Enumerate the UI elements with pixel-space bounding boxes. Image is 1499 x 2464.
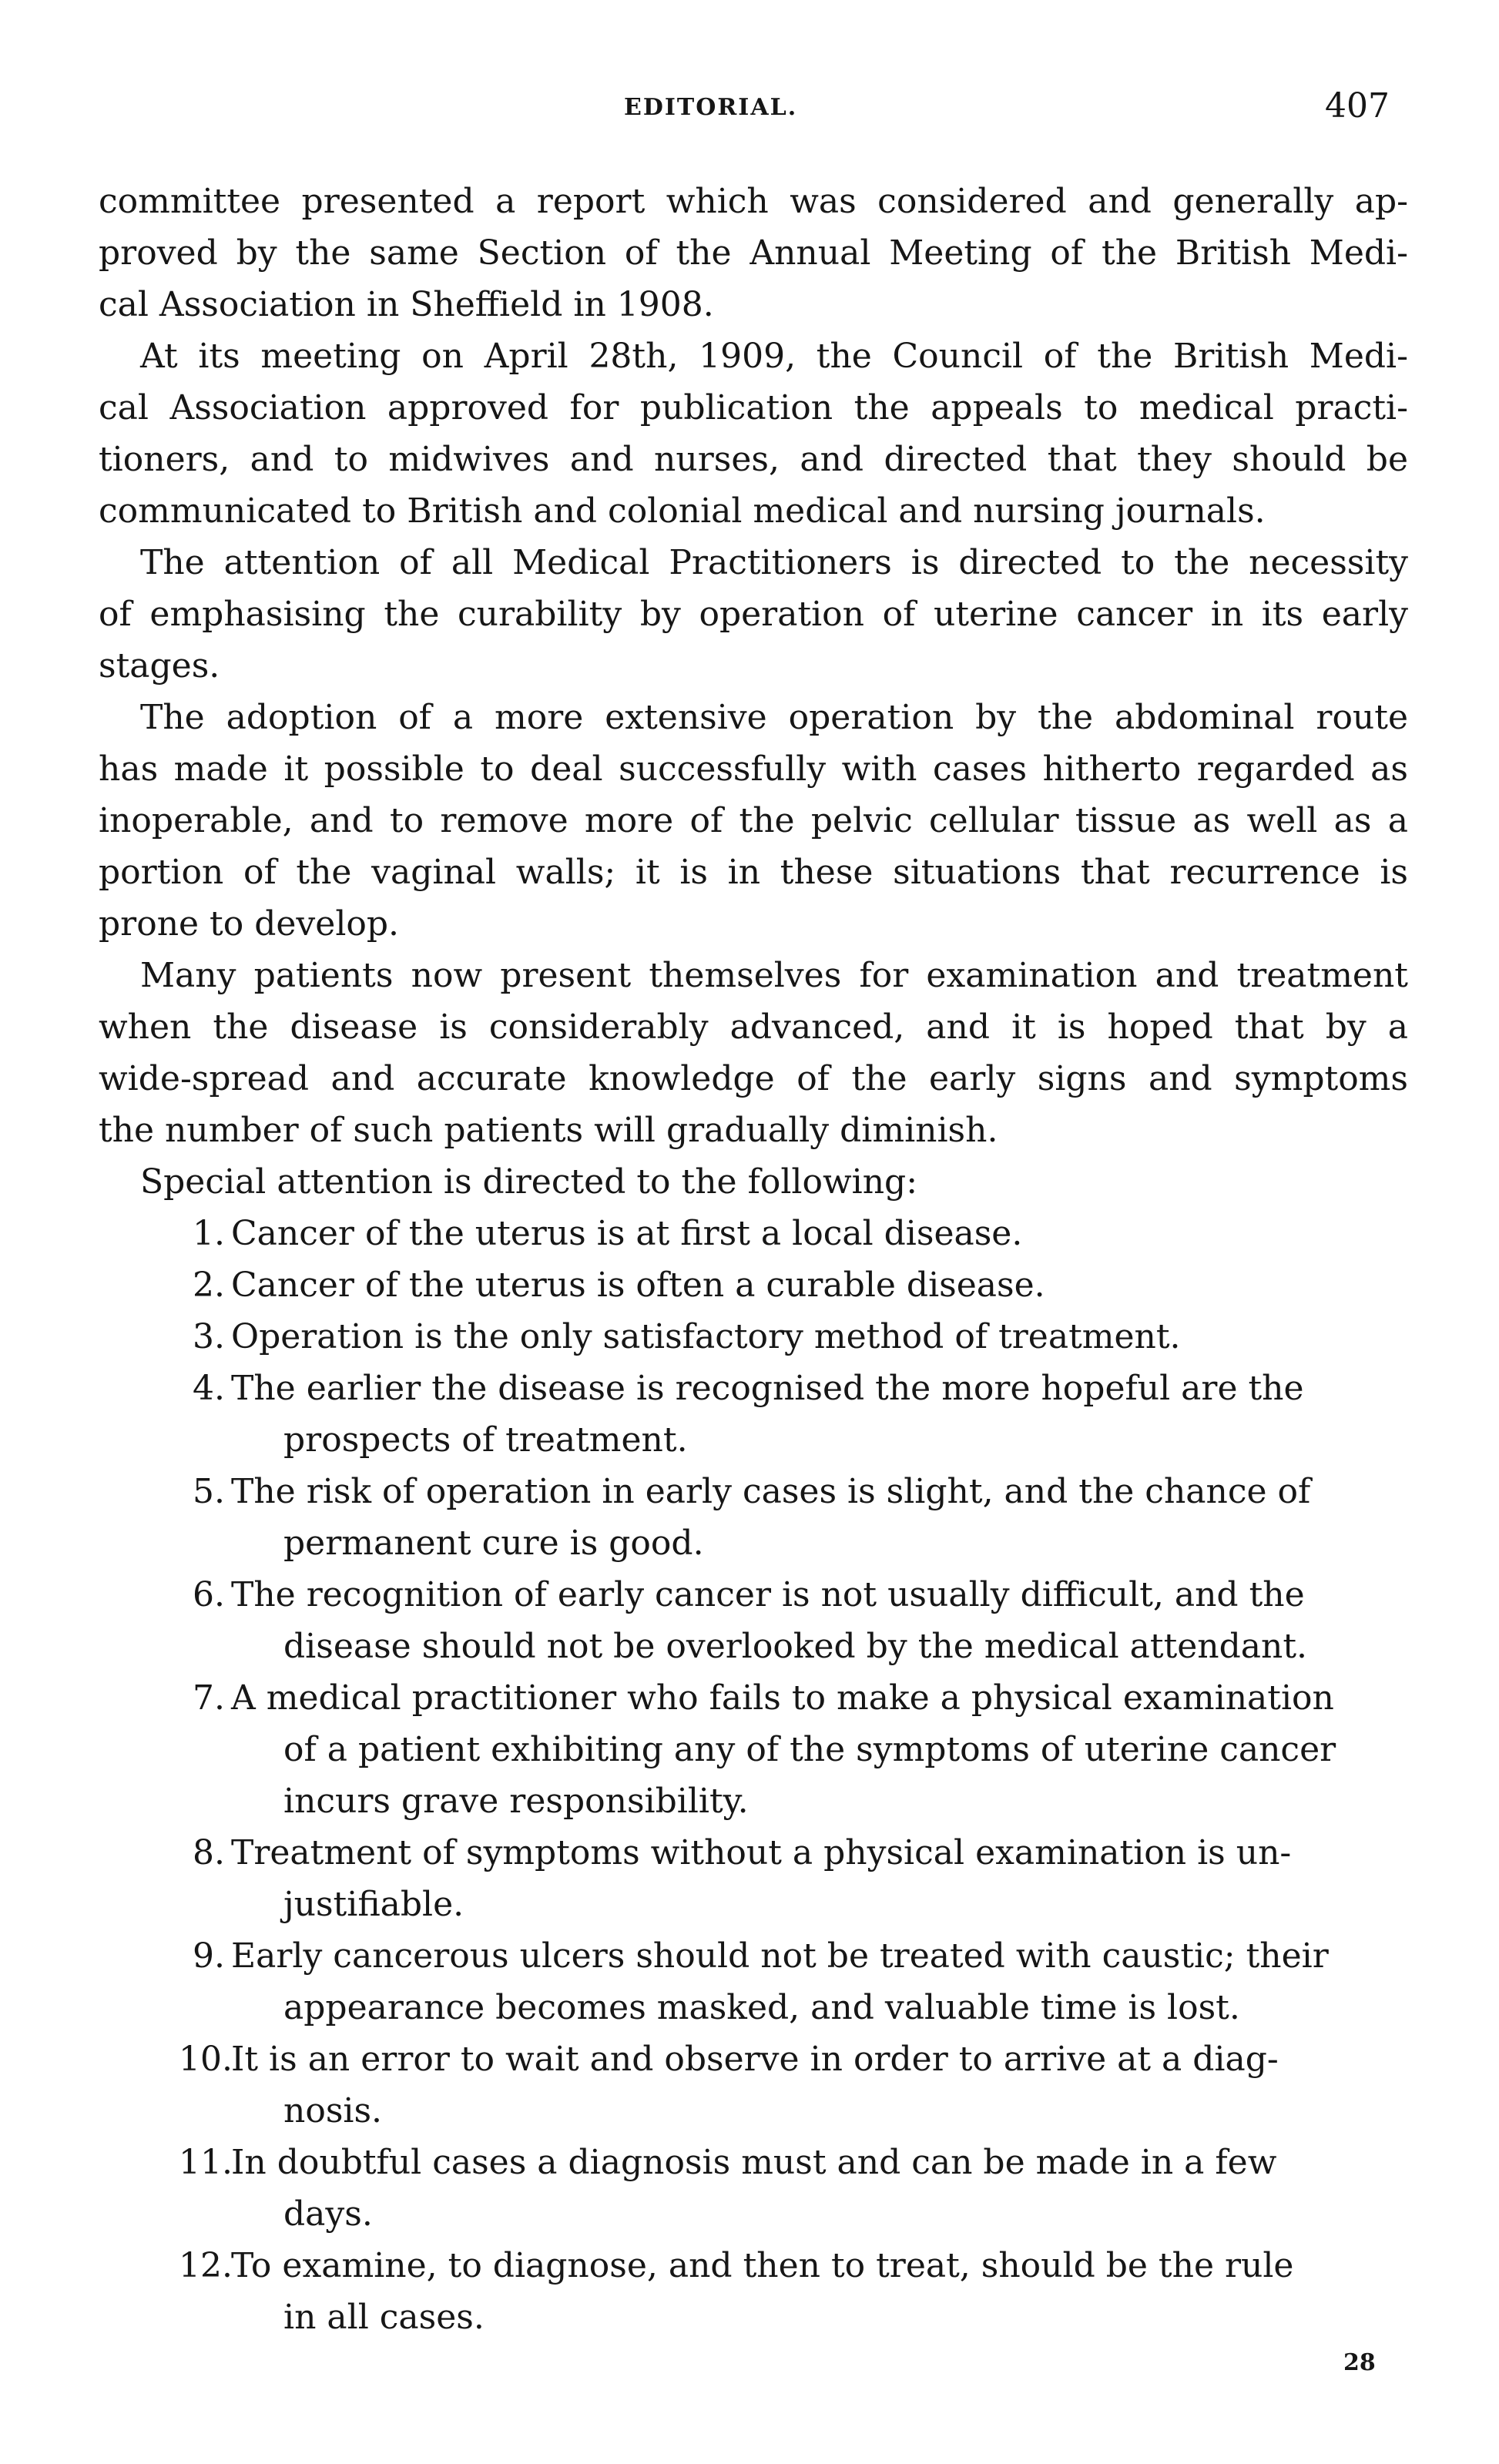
list-item — [99, 1259, 1408, 1311]
list-item — [99, 1569, 1408, 1672]
paragraph — [99, 176, 1408, 330]
list-item-text: The risk of operation in early cases is slight, and the chance of — [231, 1472, 1311, 1511]
list-item — [99, 1466, 1408, 1569]
text-line: cal Association in Sheffield in 1908. — [99, 285, 714, 324]
text-line: cal Association approved for publication the appeals to medical practi- — [99, 388, 1408, 427]
list-item-text: of a patient exhibiting any of the symptoms of uterine cancer — [283, 1730, 1336, 1769]
list-number: 6. — [193, 1575, 225, 1614]
body-text — [99, 176, 1408, 2343]
text-line: inoperable, and to remove more of the pelvic cellular tissue as well as a — [99, 801, 1408, 840]
text-line: The attention of all Medical Practitioners is directed to the necessity — [140, 543, 1408, 582]
list-number: 11. — [179, 2143, 233, 2182]
signature-mark: 28 — [1343, 2349, 1376, 2376]
list-item-text: Treatment of symptoms without a physical examination is un- — [231, 1833, 1292, 1872]
paragraph — [99, 950, 1408, 1156]
text-line: proved by the same Section of the Annual Meeting of the British Medi- — [99, 233, 1408, 273]
text-line: of emphasising the curability by operation of uterine cancer in its early — [99, 595, 1408, 634]
text-line: At its meeting on April 28th, 1909, the Council of the British Medi- — [140, 337, 1408, 376]
list-item-text: disease should not be overlooked by the medical attendant. — [283, 1627, 1308, 1666]
list-item-text: The earlier the disease is recognised the more hopeful are the — [231, 1369, 1304, 1408]
list-number: 7. — [193, 1678, 225, 1718]
list-item — [99, 1827, 1408, 1930]
list-item-text: Cancer of the uterus is at first a local disease. — [231, 1214, 1023, 1253]
list-number: 5. — [193, 1472, 225, 1511]
text-line: committee presented a report which was considered and generally ap- — [99, 182, 1408, 221]
list-item-text: in all cases. — [283, 2298, 485, 2337]
running-head: EDITORIAL. — [624, 94, 798, 121]
list-number: 8. — [193, 1833, 225, 1872]
paragraph — [99, 537, 1408, 692]
list-item — [99, 1672, 1408, 1827]
paragraph — [99, 1156, 1408, 1208]
list-item-text: nosis. — [283, 2091, 383, 2130]
list-item-text: To examine, to diagnose, and then to treat, should be the rule — [231, 2246, 1294, 2285]
list-number: 3. — [193, 1317, 225, 1356]
list-item — [99, 2033, 1408, 2137]
list-number: 4. — [193, 1369, 225, 1408]
list-number: 9. — [193, 1936, 225, 1976]
text-line: stages. — [99, 646, 220, 686]
list-item-text: A medical practitioner who fails to make a physical examination — [231, 1678, 1334, 1718]
list-item-text: Cancer of the uterus is often a curable disease. — [231, 1266, 1045, 1305]
list-item-text: It is an error to wait and observe in order to arrive at a diag- — [231, 2040, 1279, 2079]
text-line: Special attention is directed to the following: — [140, 1162, 918, 1202]
paragraph — [99, 692, 1408, 950]
list-item-text: days. — [283, 2194, 373, 2234]
text-line: portion of the vaginal walls; it is in these situations that recurrence is — [99, 853, 1408, 892]
text-line: The adoption of a more extensive operation by the abdominal route — [140, 698, 1408, 737]
list-item-text: permanent cure is good. — [283, 1524, 704, 1563]
paragraph — [99, 330, 1408, 537]
text-line: the number of such patients will gradually diminish. — [99, 1111, 998, 1150]
list-item-text: prospects of treatment. — [283, 1420, 688, 1460]
list-number: 12. — [179, 2246, 233, 2285]
list-item-text: incurs grave responsibility. — [283, 1782, 749, 1821]
text-line: prone to develop. — [99, 904, 400, 944]
list-item-text: The recognition of early cancer is not usually difficult, and the — [231, 1575, 1305, 1614]
text-line: tioners, and to midwives and nurses, and directed that they should be — [99, 440, 1408, 479]
list-item — [99, 1208, 1408, 1259]
text-line: Many patients now present themselves for examination and treatment — [140, 956, 1408, 995]
list-number: 2. — [193, 1266, 225, 1305]
page-number: 407 — [1325, 86, 1390, 126]
text-line: communicated to British and colonial medical and nursing journals. — [99, 491, 1266, 531]
list-number: 1. — [193, 1214, 225, 1253]
list-item — [99, 1311, 1408, 1363]
text-line: has made it possible to deal successfully with cases hitherto regarded as — [99, 749, 1408, 789]
list-item-text: appearance becomes masked, and valuable time is lost. — [283, 1988, 1240, 2027]
list-item-text: Operation is the only satisfactory method of treatment. — [231, 1317, 1181, 1356]
text-line: wide-spread and accurate knowledge of the early signs and symptoms — [99, 1059, 1408, 1098]
list-item — [99, 2240, 1408, 2343]
list-item-text: Early cancerous ulcers should not be treated with caustic; their — [231, 1936, 1329, 1976]
list-number: 10. — [179, 2040, 233, 2079]
list-item-text: justifiable. — [283, 1885, 464, 1924]
list-item — [99, 2137, 1408, 2240]
list-item-text: In doubtful cases a diagnosis must and can be made in a few — [231, 2143, 1277, 2182]
list-item — [99, 1930, 1408, 2033]
page-header — [0, 86, 1499, 132]
text-line: when the disease is considerably advanced, and it is hoped that by a — [99, 1007, 1408, 1047]
list-item — [99, 1363, 1408, 1466]
numbered-list — [99, 1208, 1408, 2343]
